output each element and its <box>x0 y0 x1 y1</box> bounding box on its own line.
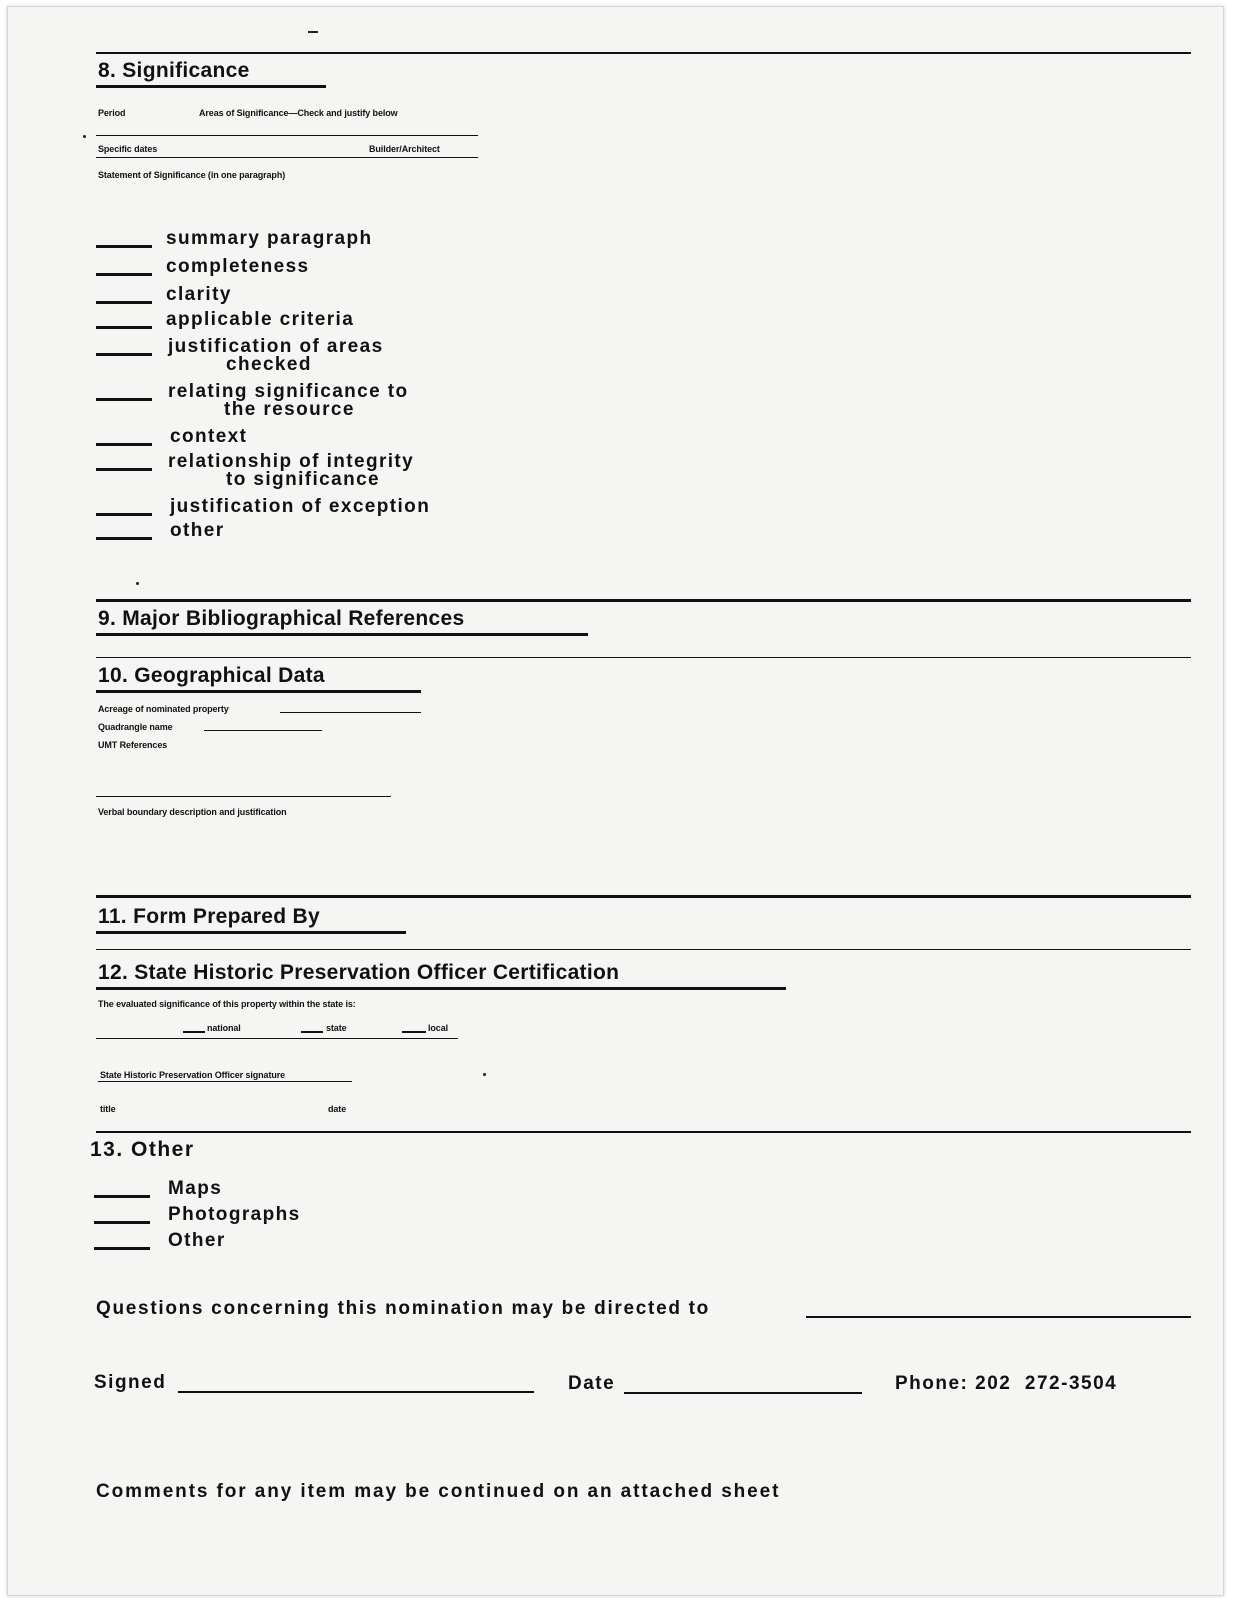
checklist-text: other <box>170 520 225 541</box>
checklist-text: summary paragraph <box>166 228 373 249</box>
rule <box>96 931 406 934</box>
acreage-label: Acreage of nominated property <box>98 704 229 714</box>
section-11-title: 11. Form Prepared By <box>98 905 320 928</box>
shpo-signature-label: State Historic Preservation Officer signature <box>100 1070 286 1080</box>
check-blank[interactable] <box>96 468 152 471</box>
specific-dates-label: Specific dates <box>98 144 158 154</box>
check-blank[interactable] <box>96 398 152 401</box>
rule <box>96 895 1191 898</box>
local-option: local <box>428 1023 449 1033</box>
checklist-text: applicable criteria <box>166 309 355 330</box>
scan-mark <box>308 31 318 33</box>
checklist-text: to significance <box>226 469 381 490</box>
rule <box>96 1131 1191 1133</box>
check-blank[interactable] <box>96 353 152 356</box>
checklist-text: justification of areas <box>168 336 384 357</box>
rule <box>96 52 1191 54</box>
date-field[interactable] <box>624 1392 862 1394</box>
checklist-text: clarity <box>166 284 232 305</box>
state-option: state <box>326 1023 347 1033</box>
questions-text: Questions concerning this nomination may be directed to <box>96 1298 710 1319</box>
verbal-boundary-label: Verbal boundary description and justification <box>98 807 287 817</box>
quadrangle-field[interactable] <box>204 730 322 731</box>
checklist-text: checked <box>226 354 312 375</box>
rule <box>96 657 1191 658</box>
checklist-text: relating significance to <box>168 381 409 402</box>
check-blank[interactable] <box>96 443 152 446</box>
check-blank[interactable] <box>94 1221 150 1224</box>
section-8-title: 8. Significance <box>98 59 250 82</box>
scan-speck <box>483 1073 486 1076</box>
check-blank[interactable] <box>94 1247 150 1250</box>
phone-text: Phone: 202 272-3504 <box>895 1373 1118 1394</box>
statement-label: Statement of Significance (in one paragraph) <box>98 170 286 180</box>
section-13-title: 13. Other <box>90 1138 195 1161</box>
builder-architect-label: Builder/Architect <box>369 144 440 154</box>
comments-text: Comments for any item may be continued on an attached sheet <box>96 1481 781 1502</box>
national-blank[interactable] <box>183 1031 205 1033</box>
rule <box>96 633 588 636</box>
check-blank[interactable] <box>96 513 152 516</box>
other-item-text: Photographs <box>168 1204 301 1225</box>
rule <box>96 135 478 136</box>
areas-label: Areas of Significance—Check and justify below <box>199 108 398 118</box>
date-label: date <box>328 1104 347 1114</box>
check-blank[interactable] <box>96 326 152 329</box>
rule <box>96 796 391 797</box>
evaluated-significance-label: The evaluated significance of this property within the state is: <box>98 999 356 1009</box>
form-page <box>7 6 1224 1596</box>
section-10-title: 10. Geographical Data <box>98 664 325 687</box>
scan-speck <box>136 582 139 585</box>
other-item-text: Maps <box>168 1178 223 1199</box>
contact-field[interactable] <box>806 1316 1191 1318</box>
rule <box>96 1038 458 1039</box>
check-blank[interactable] <box>96 273 152 276</box>
signed-field[interactable] <box>178 1391 534 1393</box>
check-blank[interactable] <box>96 537 152 540</box>
rule <box>96 599 1191 602</box>
utm-label: UMT References <box>98 740 168 750</box>
section-9-title: 9. Major Bibliographical References <box>98 607 465 630</box>
checklist-text: the resource <box>224 399 355 420</box>
date-field-label: Date <box>568 1373 616 1394</box>
check-blank[interactable] <box>96 301 152 304</box>
section-12-title: 12. State Historic Preservation Officer Certification <box>98 961 620 984</box>
title-label: title <box>100 1104 116 1114</box>
scan-speck <box>83 135 86 138</box>
signed-label: Signed <box>94 1372 167 1393</box>
check-blank[interactable] <box>96 245 152 248</box>
rule <box>96 690 421 693</box>
rule <box>96 987 786 990</box>
checklist-text: relationship of integrity <box>168 451 415 472</box>
checklist-text: context <box>170 426 248 447</box>
checklist-text: justification of exception <box>170 496 431 517</box>
checklist-text: completeness <box>166 256 310 277</box>
check-blank[interactable] <box>94 1195 150 1198</box>
rule <box>96 85 326 88</box>
quadrangle-label: Quadrangle name <box>98 722 173 732</box>
national-option: national <box>207 1023 241 1033</box>
rule <box>96 157 478 158</box>
rule <box>96 949 1191 950</box>
period-label: Period <box>98 108 126 118</box>
state-blank[interactable] <box>301 1031 323 1033</box>
acreage-field[interactable] <box>280 712 421 713</box>
other-item-text: Other <box>168 1230 226 1251</box>
signature-field[interactable] <box>98 1081 352 1082</box>
local-blank[interactable] <box>402 1031 426 1033</box>
